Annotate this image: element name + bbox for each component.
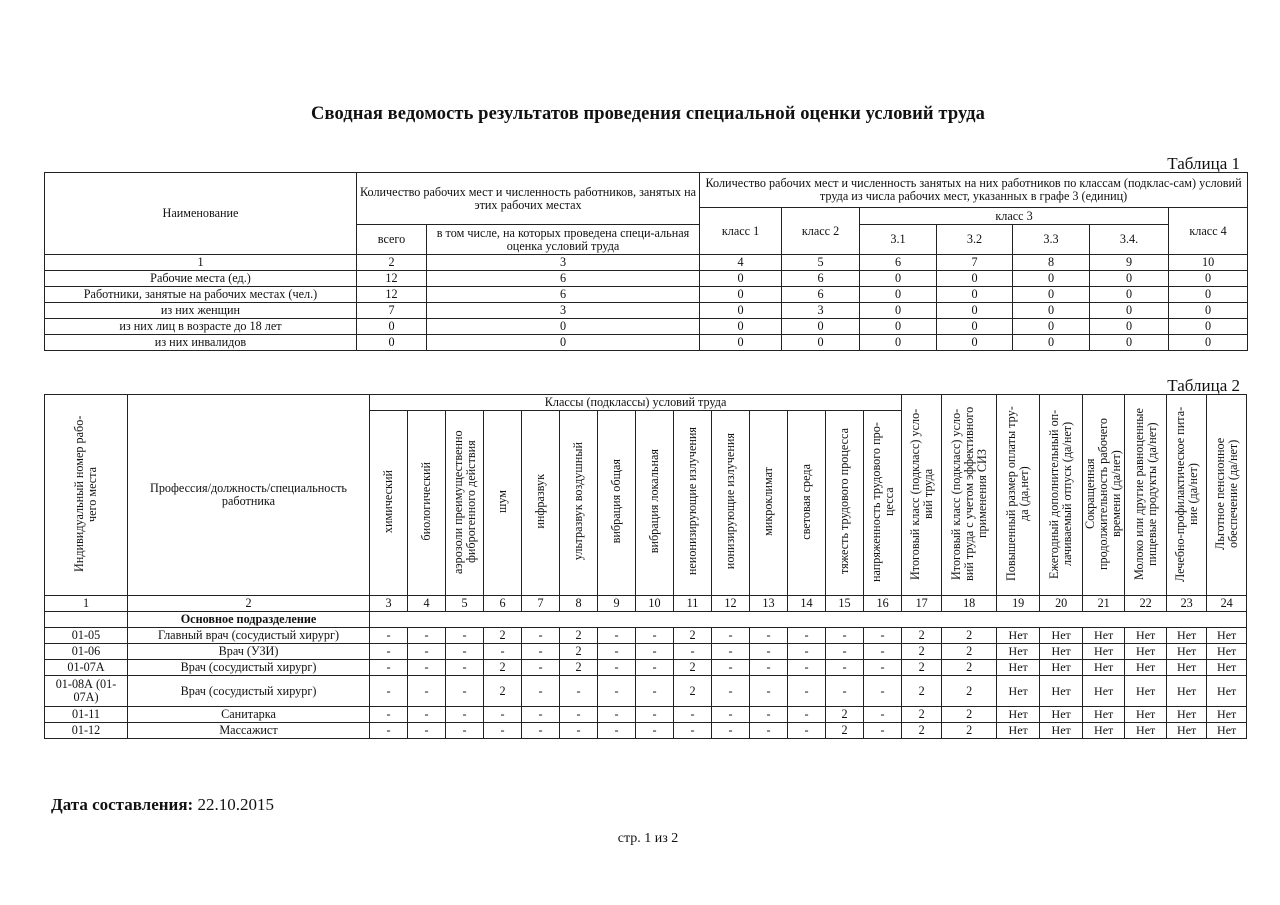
- table-cell: 2: [674, 628, 712, 644]
- table-cell: 2: [560, 628, 598, 644]
- profession-name: Главный врач (сосудистый хирург): [128, 628, 370, 644]
- workplace-id: 01-06: [45, 644, 128, 660]
- table-cell: -: [712, 676, 750, 707]
- table-cell: Нет: [1167, 723, 1207, 739]
- header-assessed: в том числе, на которых проведена специ-альная оценка условий труда: [427, 225, 700, 255]
- table-cell: 2: [826, 723, 864, 739]
- compile-date: Дата составления: 22.10.2015: [51, 795, 274, 814]
- profession-name: Санитарка: [128, 707, 370, 723]
- row-label: из них инвалидов: [45, 335, 357, 351]
- table-cell: -: [522, 644, 560, 660]
- header-factor: шум: [484, 411, 522, 596]
- table-cell: 6: [782, 287, 860, 303]
- table-cell: 0: [1090, 271, 1169, 287]
- column-number: 8: [560, 596, 598, 612]
- table-cell: Нет: [997, 628, 1040, 644]
- table-cell: 0: [860, 319, 937, 335]
- table-cell: -: [864, 676, 902, 707]
- workplace-id: 01-08А (01-07А): [45, 676, 128, 707]
- column-number: 14: [788, 596, 826, 612]
- table-row: [45, 723, 1247, 739]
- page-number: стр. 1 из 2: [617, 831, 679, 846]
- header-name: Наименование: [45, 173, 357, 255]
- table-row: [45, 303, 1248, 319]
- table-cell: -: [408, 707, 446, 723]
- table-cell: -: [560, 676, 598, 707]
- header-guarantee: Молоко или другие равноценные пищевые продукты (да/нет): [1125, 395, 1167, 596]
- header-workplace-id: Индивидуальный номер рабо-чего места: [45, 395, 128, 596]
- table-cell: 6: [782, 271, 860, 287]
- header-guarantee: Повышенный размер оплаты тру-да (да,нет): [997, 395, 1040, 596]
- table-cell: 2: [942, 628, 997, 644]
- header-factor: вибрация локальная: [636, 411, 674, 596]
- table-cell: Нет: [1083, 676, 1125, 707]
- table-cell: Нет: [997, 676, 1040, 707]
- header-guarantee: Лечебно-профилактическое пита-ние (да/нет): [1167, 395, 1207, 596]
- header-class3: класс 3: [860, 208, 1169, 225]
- table-cell: Нет: [1083, 644, 1125, 660]
- table-cell: Нет: [1207, 676, 1247, 707]
- table-cell: 2: [902, 676, 942, 707]
- table-cell: -: [598, 723, 636, 739]
- table-cell: -: [788, 676, 826, 707]
- table-cell: -: [788, 723, 826, 739]
- table-cell: 0: [1090, 287, 1169, 303]
- table-cell: Нет: [1040, 644, 1083, 660]
- column-number: 13: [750, 596, 788, 612]
- table-cell: Нет: [1040, 628, 1083, 644]
- table-cell: -: [446, 660, 484, 676]
- table-cell: 0: [700, 271, 782, 287]
- table-cell: -: [522, 723, 560, 739]
- table-cell: 0: [700, 303, 782, 319]
- row-label: Рабочие места (ед.): [45, 271, 357, 287]
- profession-name: Врач (УЗИ): [128, 644, 370, 660]
- table-cell: -: [370, 723, 408, 739]
- table-cell: 2: [942, 644, 997, 660]
- workplace-id: 01-07А: [45, 660, 128, 676]
- profession-name: Врач (сосудистый хирург): [128, 676, 370, 707]
- table-cell: -: [484, 707, 522, 723]
- dept-fill-cell: [370, 612, 1247, 628]
- table-cell: 0: [700, 335, 782, 351]
- table-row: [45, 676, 1247, 707]
- workplaces-table: [44, 394, 1247, 739]
- table-cell: Нет: [1040, 723, 1083, 739]
- table-cell: -: [750, 628, 788, 644]
- header-final-class-siz: Итоговый класс (подкласс) усло-вий труда с учетом эффективного применения СИЗ: [942, 395, 997, 596]
- table-cell: 0: [937, 271, 1013, 287]
- column-number: 11: [674, 596, 712, 612]
- table-cell: -: [864, 660, 902, 676]
- table-cell: -: [560, 707, 598, 723]
- table-cell: 2: [674, 660, 712, 676]
- table-cell: 0: [782, 319, 860, 335]
- table-cell: Нет: [1040, 676, 1083, 707]
- table-cell: 12: [357, 287, 427, 303]
- header-classes-group: Классы (подклассы) условий труда: [370, 395, 902, 411]
- row-label: из них лиц в возрасте до 18 лет: [45, 319, 357, 335]
- table-cell: 0: [860, 271, 937, 287]
- table-cell: -: [408, 644, 446, 660]
- table-cell: 2: [560, 660, 598, 676]
- table-row: [45, 660, 1247, 676]
- profession-name: Массажист: [128, 723, 370, 739]
- header-total: всего: [357, 225, 427, 255]
- column-number: 7: [522, 596, 560, 612]
- workplace-id: 01-05: [45, 628, 128, 644]
- table-row: [45, 644, 1247, 660]
- workplace-id: 01-12: [45, 723, 128, 739]
- table-cell: Нет: [1167, 628, 1207, 644]
- column-number: 9: [598, 596, 636, 612]
- table-cell: -: [522, 660, 560, 676]
- row-label: из них женщин: [45, 303, 357, 319]
- column-number: 6: [484, 596, 522, 612]
- table-cell: 2: [942, 676, 997, 707]
- table-cell: -: [484, 644, 522, 660]
- header-factor: микроклимат: [750, 411, 788, 596]
- header-guarantee: Ежегодный дополнительный оп-лачиваемый отпуск (да/нет): [1040, 395, 1083, 596]
- table-cell: Нет: [997, 660, 1040, 676]
- table-cell: -: [370, 628, 408, 644]
- header-factor: химический: [370, 411, 408, 596]
- table-cell: -: [370, 644, 408, 660]
- table-cell: -: [636, 723, 674, 739]
- header-sub32: 3.2: [937, 225, 1013, 255]
- column-number: 3: [427, 255, 700, 271]
- table-cell: 0: [427, 319, 700, 335]
- header-sub33: 3.3: [1013, 225, 1090, 255]
- table-cell: 0: [782, 335, 860, 351]
- table-cell: Нет: [1125, 723, 1167, 739]
- table-cell: 0: [937, 303, 1013, 319]
- table-cell: 0: [1013, 335, 1090, 351]
- table-cell: 2: [484, 660, 522, 676]
- table-cell: 0: [1169, 319, 1248, 335]
- column-number: 4: [408, 596, 446, 612]
- column-number: 16: [864, 596, 902, 612]
- table-cell: -: [522, 676, 560, 707]
- table-cell: 0: [937, 335, 1013, 351]
- table-cell: -: [446, 676, 484, 707]
- table-cell: -: [598, 676, 636, 707]
- table-cell: 6: [427, 271, 700, 287]
- table-row: [45, 319, 1248, 335]
- table-cell: -: [788, 707, 826, 723]
- table-cell: Нет: [1125, 707, 1167, 723]
- summary-table: [44, 172, 1248, 351]
- table-cell: 2: [560, 644, 598, 660]
- column-number: 7: [937, 255, 1013, 271]
- column-number: 15: [826, 596, 864, 612]
- table-cell: -: [370, 707, 408, 723]
- column-number: 18: [942, 596, 997, 612]
- header-guarantee: Льготное пенсионное обеспечение (да/нет): [1207, 395, 1247, 596]
- header-sub34: 3.4.: [1090, 225, 1169, 255]
- table-cell: Нет: [1167, 676, 1207, 707]
- column-number: 2: [128, 596, 370, 612]
- table-cell: 0: [1169, 271, 1248, 287]
- header-class4: класс 4: [1169, 208, 1248, 255]
- table-cell: Нет: [1125, 660, 1167, 676]
- table-cell: 2: [942, 660, 997, 676]
- table-cell: -: [864, 644, 902, 660]
- column-number: 21: [1083, 596, 1125, 612]
- column-number: 23: [1167, 596, 1207, 612]
- table-cell: -: [484, 723, 522, 739]
- table-cell: 3: [427, 303, 700, 319]
- header-final-class: Итоговый класс (подкласс) усло-вий труда: [902, 395, 942, 596]
- header-factor: ионизирующие излучения: [712, 411, 750, 596]
- table-cell: 0: [1090, 319, 1169, 335]
- table-cell: 0: [427, 335, 700, 351]
- table-cell: -: [826, 660, 864, 676]
- table-cell: 0: [357, 335, 427, 351]
- table-cell: Нет: [997, 723, 1040, 739]
- table-cell: Нет: [997, 644, 1040, 660]
- table-cell: 2: [484, 628, 522, 644]
- table-cell: -: [598, 628, 636, 644]
- table-cell: 2: [942, 707, 997, 723]
- table-cell: 2: [674, 676, 712, 707]
- table-cell: 0: [1013, 287, 1090, 303]
- table-cell: 0: [860, 335, 937, 351]
- table-cell: -: [598, 644, 636, 660]
- table-cell: 2: [484, 676, 522, 707]
- column-number: 20: [1040, 596, 1083, 612]
- table-cell: Нет: [1207, 644, 1247, 660]
- header-profession: Профессия/должность/специальность работника: [128, 395, 370, 596]
- table-cell: -: [636, 707, 674, 723]
- table-cell: -: [408, 676, 446, 707]
- dept-id-cell: [45, 612, 128, 628]
- table-cell: -: [636, 676, 674, 707]
- column-number: 12: [712, 596, 750, 612]
- table-cell: -: [522, 707, 560, 723]
- column-number: 24: [1207, 596, 1247, 612]
- column-number: 8: [1013, 255, 1090, 271]
- header-class2: класс 2: [782, 208, 860, 255]
- table-cell: -: [446, 644, 484, 660]
- header-factor: неионизирующие излучения: [674, 411, 712, 596]
- table-cell: -: [370, 676, 408, 707]
- table-cell: -: [712, 644, 750, 660]
- table-cell: -: [826, 628, 864, 644]
- table-cell: -: [826, 644, 864, 660]
- table-cell: -: [788, 628, 826, 644]
- table-cell: -: [712, 660, 750, 676]
- table-cell: 6: [427, 287, 700, 303]
- table-cell: 2: [942, 723, 997, 739]
- table-cell: Нет: [1167, 707, 1207, 723]
- column-number: 19: [997, 596, 1040, 612]
- department-title: Основное подразделение: [128, 612, 370, 628]
- table-cell: -: [712, 628, 750, 644]
- table-cell: Нет: [1125, 628, 1167, 644]
- header-classes-group: Количество рабочих мест и численность занятых на них работников по классам (подклас-сам) условий труда из числа рабочих мест, указанных в графе 3 (единиц): [700, 173, 1248, 208]
- table-row: [45, 628, 1247, 644]
- header-factor: вибрация общая: [598, 411, 636, 596]
- header-factor: биологический: [408, 411, 446, 596]
- table-cell: Нет: [1167, 644, 1207, 660]
- table-cell: 3: [782, 303, 860, 319]
- header-qty-group: Количество рабочих мест и численность работников, занятых на этих рабочих местах: [357, 173, 700, 225]
- table1-label: Таблица 1: [1167, 154, 1240, 173]
- table-cell: 0: [700, 287, 782, 303]
- table-cell: -: [750, 723, 788, 739]
- column-number: 3: [370, 596, 408, 612]
- table-cell: Нет: [997, 707, 1040, 723]
- header-factor: ультразвук воздушный: [560, 411, 598, 596]
- column-number: 22: [1125, 596, 1167, 612]
- table-cell: -: [826, 676, 864, 707]
- table-cell: 0: [1090, 335, 1169, 351]
- table-cell: -: [750, 660, 788, 676]
- table-cell: 0: [1013, 303, 1090, 319]
- table-cell: 0: [1169, 287, 1248, 303]
- table-cell: Нет: [1083, 707, 1125, 723]
- column-number: 9: [1090, 255, 1169, 271]
- table-cell: 0: [1090, 303, 1169, 319]
- column-number: 1: [45, 596, 128, 612]
- table-cell: -: [446, 723, 484, 739]
- column-number: 5: [446, 596, 484, 612]
- table-cell: -: [636, 644, 674, 660]
- table-row: [45, 271, 1248, 287]
- table-cell: -: [446, 628, 484, 644]
- table-cell: 7: [357, 303, 427, 319]
- table-cell: -: [712, 723, 750, 739]
- table-cell: -: [598, 660, 636, 676]
- table-cell: 2: [902, 644, 942, 660]
- table-cell: 2: [826, 707, 864, 723]
- profession-name: Врач (сосудистый хирург): [128, 660, 370, 676]
- header-class1: класс 1: [700, 208, 782, 255]
- table-cell: Нет: [1207, 723, 1247, 739]
- table-cell: Нет: [1207, 660, 1247, 676]
- table-cell: 0: [860, 287, 937, 303]
- table-cell: 2: [902, 707, 942, 723]
- table-cell: 12: [357, 271, 427, 287]
- table-cell: Нет: [1125, 644, 1167, 660]
- column-number: 10: [1169, 255, 1248, 271]
- table-cell: -: [788, 644, 826, 660]
- header-factor: световая среда: [788, 411, 826, 596]
- table-cell: 2: [902, 628, 942, 644]
- table-cell: -: [408, 723, 446, 739]
- table-cell: 0: [700, 319, 782, 335]
- table-cell: -: [750, 676, 788, 707]
- header-factor: напряженность трудового про-цесса: [864, 411, 902, 596]
- table-cell: 0: [1013, 271, 1090, 287]
- header-factor: тяжесть трудового процесса: [826, 411, 864, 596]
- header-guarantee: Сокращенная продолжительность рабочего времени (да/нет): [1083, 395, 1125, 596]
- table-cell: -: [712, 707, 750, 723]
- table-row: [45, 335, 1248, 351]
- table-cell: -: [674, 644, 712, 660]
- table-cell: -: [408, 660, 446, 676]
- column-number: 4: [700, 255, 782, 271]
- column-number: 2: [357, 255, 427, 271]
- table-cell: 0: [937, 287, 1013, 303]
- table-cell: Нет: [1083, 723, 1125, 739]
- table-cell: 0: [860, 303, 937, 319]
- table-cell: -: [446, 707, 484, 723]
- table-cell: -: [598, 707, 636, 723]
- column-number: 10: [636, 596, 674, 612]
- table-cell: 0: [357, 319, 427, 335]
- table-cell: Нет: [1167, 660, 1207, 676]
- table-cell: -: [408, 628, 446, 644]
- table-cell: -: [864, 707, 902, 723]
- table-cell: -: [788, 660, 826, 676]
- table-cell: -: [750, 644, 788, 660]
- table-cell: 0: [937, 319, 1013, 335]
- table-cell: -: [636, 660, 674, 676]
- table-cell: Нет: [1083, 628, 1125, 644]
- table-row: [45, 707, 1247, 723]
- column-number: 5: [782, 255, 860, 271]
- table-cell: 2: [902, 723, 942, 739]
- column-number: 6: [860, 255, 937, 271]
- table-cell: -: [674, 707, 712, 723]
- table-cell: Нет: [1040, 707, 1083, 723]
- table-cell: -: [522, 628, 560, 644]
- table-cell: Нет: [1083, 660, 1125, 676]
- table-row: [45, 287, 1248, 303]
- compile-date-value: 22.10.2015: [197, 795, 274, 814]
- table-cell: -: [674, 723, 712, 739]
- table-cell: 0: [1013, 319, 1090, 335]
- header-factor: инфразвук: [522, 411, 560, 596]
- table-cell: -: [864, 628, 902, 644]
- table-cell: Нет: [1207, 707, 1247, 723]
- column-number: 1: [45, 255, 357, 271]
- header-sub31: 3.1: [860, 225, 937, 255]
- table-cell: Нет: [1207, 628, 1247, 644]
- table-cell: -: [636, 628, 674, 644]
- table-cell: 0: [1169, 303, 1248, 319]
- table-cell: -: [560, 723, 598, 739]
- workplace-id: 01-11: [45, 707, 128, 723]
- column-numbers-row: [45, 255, 1248, 271]
- table-cell: 0: [1169, 335, 1248, 351]
- column-numbers-row: [45, 596, 1247, 612]
- table-cell: -: [750, 707, 788, 723]
- table-cell: Нет: [1125, 676, 1167, 707]
- table-cell: -: [864, 723, 902, 739]
- document-title: Сводная ведомость результатов проведения специальной оценки условий труда: [311, 104, 985, 124]
- header-factor: аэрозоли преимущественно фиброгенного действия: [446, 411, 484, 596]
- column-number: 17: [902, 596, 942, 612]
- row-label: Работники, занятые на рабочих местах (чел.): [45, 287, 357, 303]
- table-cell: -: [370, 660, 408, 676]
- table2-label: Таблица 2: [1167, 376, 1240, 395]
- table-cell: Нет: [1040, 660, 1083, 676]
- table-cell: 2: [902, 660, 942, 676]
